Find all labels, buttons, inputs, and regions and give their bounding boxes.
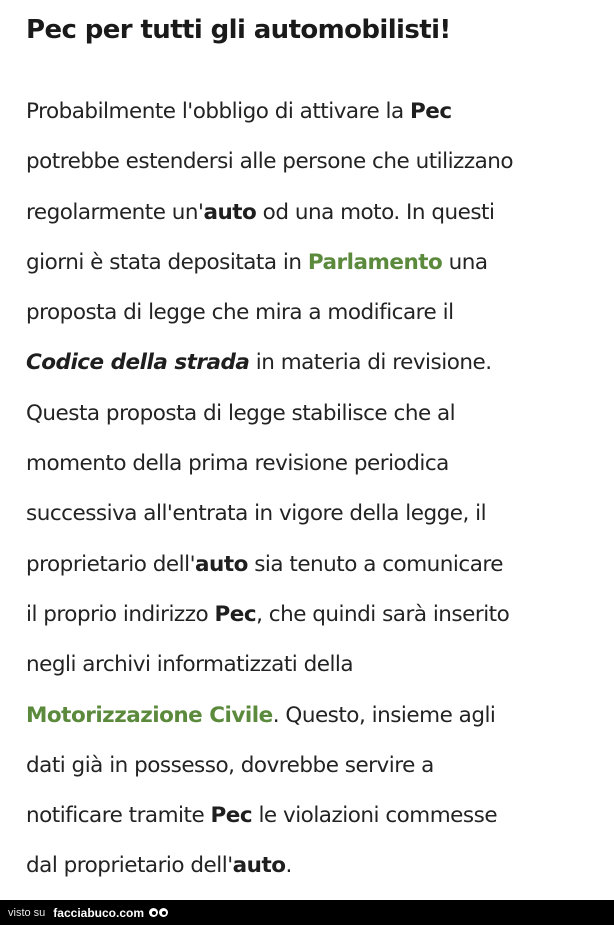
text-segment: , che quindi sarà inserito [256, 601, 510, 627]
text-line [26, 137, 606, 187]
article-body [26, 87, 606, 892]
text-segment: potrebbe estendersi alle persone che utilizzano [26, 149, 514, 175]
text-segment: proposta di legge che mira a modificare il [26, 300, 454, 326]
text-line [26, 338, 606, 388]
text-line [26, 489, 606, 539]
text-segment: notificare tramite [26, 803, 211, 829]
watermark-site[interactable]: facciabuco.com [53, 905, 144, 920]
text-segment: . [285, 853, 292, 879]
text-segment: Probabilmente l'obbligo di attivare la [26, 99, 411, 124]
text-segment: proprietario dell' [26, 551, 195, 577]
text-segment: le violazioni commesse [252, 803, 498, 829]
text-line [26, 540, 606, 590]
text-link[interactable]: Parlamento [307, 249, 443, 275]
text-segment: dal proprietario dell' [26, 853, 233, 879]
text-line [26, 640, 606, 690]
keyword-bold: Pec [210, 803, 253, 829]
text-segment: successiva all'entrata in vigore della legge, il [26, 501, 487, 527]
text-line [26, 238, 606, 288]
keyword-bold: Pec [214, 601, 257, 627]
text-segment: momento della prima revisione periodica [26, 451, 449, 477]
text-line [26, 791, 606, 841]
keyword-bold: Pec [410, 99, 452, 124]
text-segment: negli archivi informatizzati della [26, 652, 354, 678]
text-line [26, 389, 606, 439]
text-line [26, 87, 606, 137]
text-segment: . Questo, insieme agli [272, 702, 496, 728]
watermark-bar [0, 900, 614, 925]
text-line [26, 288, 606, 338]
page-title: Pec per tutti gli automobilisti! [26, 15, 451, 45]
text-line [26, 691, 606, 741]
text-link[interactable]: Motorizzazione Civile [26, 702, 273, 728]
watermark-prefix: visto su [8, 906, 46, 919]
keyword-bold-italic: Codice della strada [26, 350, 250, 376]
text-segment: il proprio indirizzo [26, 601, 215, 627]
text-segment: regolarmente un' [26, 199, 204, 225]
text-segment: dati già in possesso, dovrebbe servire a [26, 752, 434, 778]
text-segment: sia tenuto a comunicare [247, 551, 503, 577]
keyword-bold: auto [203, 199, 257, 225]
text-segment: Questa proposta di legge stabilisce che al [26, 400, 456, 426]
text-line [26, 841, 606, 891]
keyword-bold: auto [232, 853, 286, 879]
text-line [26, 741, 606, 791]
text-segment: una [442, 249, 488, 275]
text-segment: giorni è stata depositata in [26, 249, 308, 275]
text-line [26, 590, 606, 640]
text-line [26, 439, 606, 489]
text-segment: od una moto. In questi [256, 199, 495, 225]
eyes-icon [149, 908, 168, 917]
text-line [26, 188, 606, 238]
text-segment: in materia di revisione. [249, 350, 492, 376]
keyword-bold: auto [195, 551, 248, 577]
